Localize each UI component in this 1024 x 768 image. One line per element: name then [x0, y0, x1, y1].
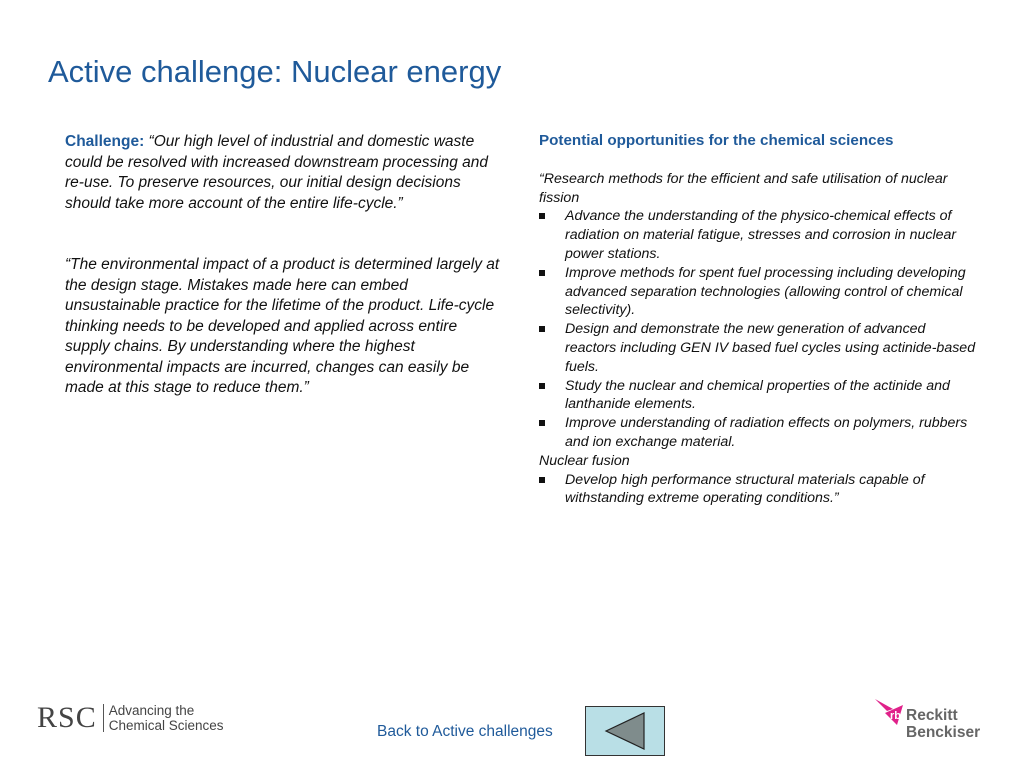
list-item: [539, 207, 979, 263]
list-item: [539, 320, 979, 376]
fission-list: [539, 207, 979, 451]
list-item-text: Study the nuclear and chemical properties of the actinide and lanthanide elements.: [565, 377, 950, 413]
challenge-quote: “Our high level of industrial and domestic waste could be resolved with increased downstream processing and re-use. To preserve resources, our initial design decisions should take more account of the entire life-cycle.”: [65, 133, 489, 212]
opportunities-heading: Potential opportunities for the chemical sciences: [539, 132, 894, 149]
list-item-text: Improve understanding of radiation effects on polymers, rubbers and ion exchange material.: [565, 415, 968, 450]
rb-logo-text: [906, 707, 980, 741]
list-item: [539, 414, 979, 452]
fusion-heading: Nuclear fusion: [539, 452, 630, 469]
list-item: [539, 471, 979, 509]
bullet-icon: [539, 383, 545, 389]
rsc-logo-tagline: [109, 703, 224, 733]
list-item: [539, 264, 979, 320]
fusion-list: [539, 471, 979, 509]
rb-line-2: Benckiser: [906, 724, 981, 741]
page-title: Active challenge: Nuclear energy: [48, 54, 502, 89]
bullet-icon: [539, 477, 545, 483]
rsc-logo-divider: [103, 704, 104, 732]
list-item-text: Improve methods for spent fuel processing including developing advanced separation technologies (allowing control of chemical selectivity).: [565, 264, 966, 319]
list-item-text: Advance the understanding of the physico-chemical effects of radiation on material fatigue, stresses and corrosion in nuclear power stations.: [565, 208, 957, 262]
rb-line-1: Reckitt: [906, 707, 958, 724]
triangle-left-icon: [586, 707, 664, 755]
opportunities-column: [539, 132, 979, 508]
rsc-logo: [37, 700, 224, 736]
bullet-icon: [539, 270, 545, 276]
challenge-column: [65, 132, 500, 399]
bullet-icon: [539, 420, 545, 426]
list-item-text: Design and demonstrate the new generation of advanced reactors including GEN IV based fuel cycles using actinide-based fuels.: [565, 321, 976, 375]
rsc-tagline-line-1: Advancing the: [108, 703, 195, 718]
bullet-icon: [539, 213, 545, 219]
rsc-logo-mark: RSC: [37, 701, 97, 734]
challenge-paragraph: [65, 132, 500, 214]
back-button[interactable]: [585, 706, 665, 756]
reckitt-benckiser-logo: [873, 697, 993, 749]
bullet-icon: [539, 326, 545, 332]
environmental-quote: “The environmental impact of a product is determined largely at the design stage. Mistakes made here can embed unsustainable practice for the lifetime of the product. Life-cycle thinking needs to be developed and applied across entire supply chains. By understanding where the highest environmental impacts are incurred, changes can easily be made at this stage to reduce them.”: [65, 256, 500, 396]
rsc-tagline-line-2: Chemical Sciences: [108, 718, 224, 733]
list-item: [539, 377, 979, 415]
rb-mark-text: rb: [890, 710, 901, 722]
back-to-challenges-link[interactable]: Back to Active challenges: [377, 723, 553, 740]
fission-intro: “Research methods for the efficient and safe utilisation of nuclear fission: [539, 170, 948, 206]
challenge-label: Challenge:: [65, 133, 145, 150]
list-item-text: Develop high performance structural materials capable of withstanding extreme operating conditions.”: [565, 471, 925, 507]
